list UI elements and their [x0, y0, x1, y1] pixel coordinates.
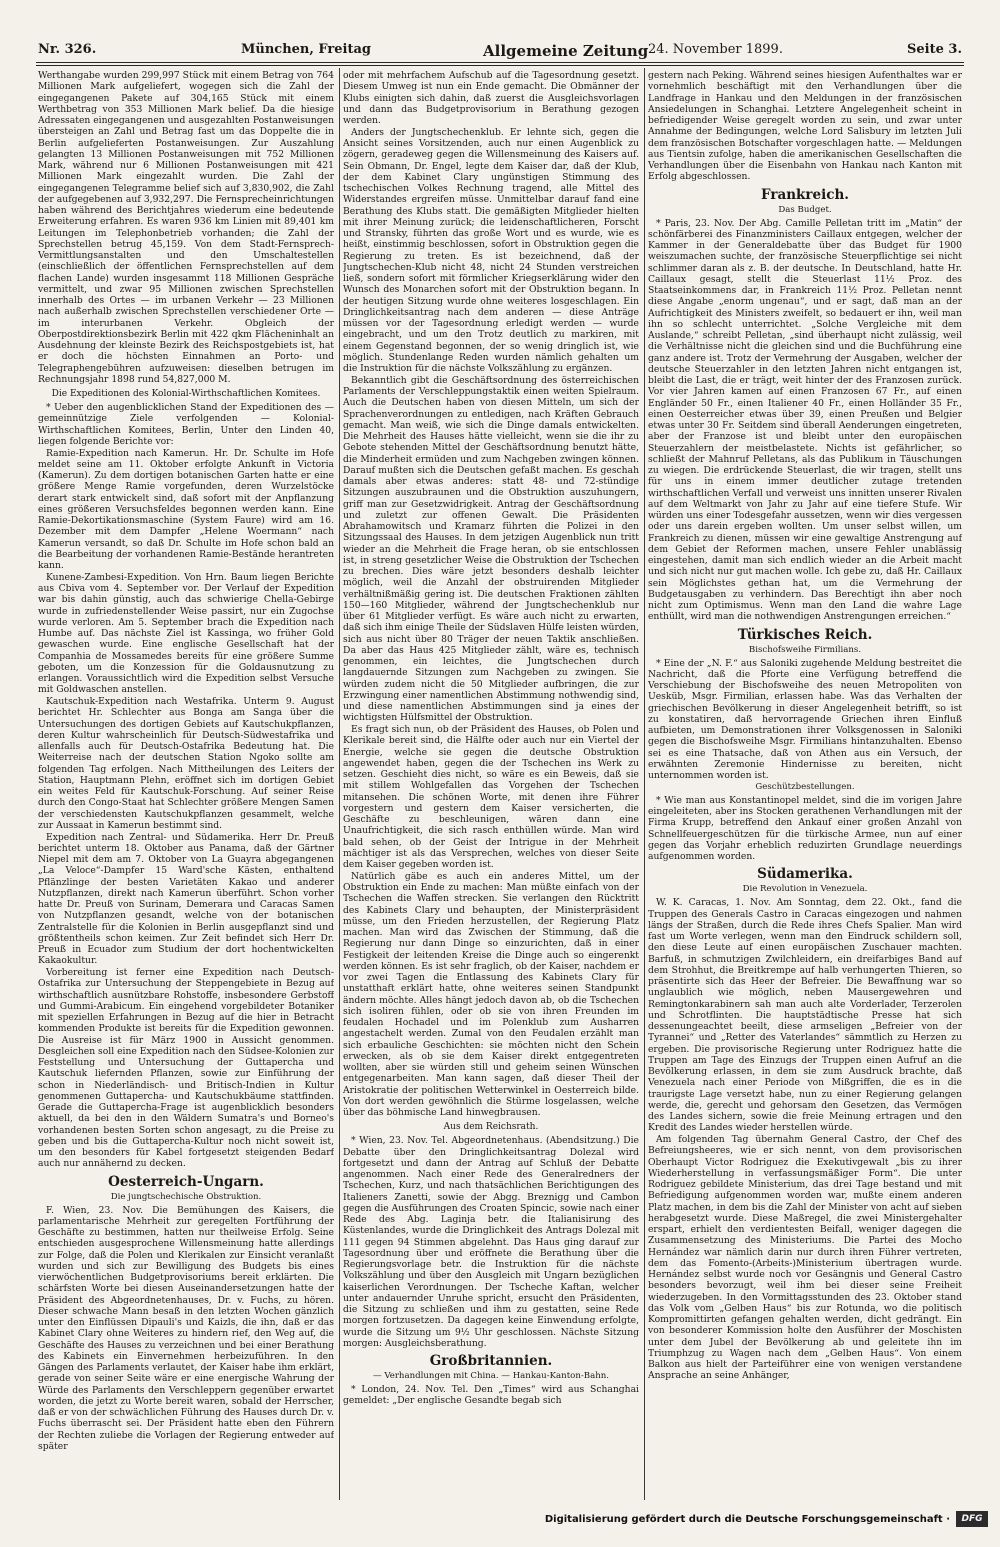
issue-number: Nr. 326.: [38, 42, 97, 57]
column-divider: [339, 68, 340, 1500]
section-heading: Die Expeditionen des Kolonial-Wirthschaftlichen Komitees.: [51, 389, 321, 399]
section-heading: Frankreich.: [761, 186, 849, 203]
section-subheading: Bischofsweihe Firmilians.: [748, 644, 862, 655]
issue-date: 24. November 1899.: [648, 42, 783, 57]
digitization-footer: [0, 1508, 1000, 1532]
paragraph: Am folgenden Tag übernahm General Castro, der Chef des Befreiungsheeres, wie er sich nennt, von dem provisorischen Oberhaupt Victor Rodriguez die Exekutivgewalt „bis zu ihrer Wiederherstellung in verfassungsmäßiger Form“. Die unter Rodriguez gebildete Ministerium, das drei Tage bestand und mit Befriedigung aufgenommen worden war, mußte einem anderen Platz machen, in dem bis die Zahl der Minister von acht auf sieben herabgesetzt wurde. Diese Maßregel, die zwei Ministergehalter erspart, erhielt den verdientesten Beifall, weniger dagegen die Zusammensetzung des Ministeriums. Die Partei des Mocho Hernández war nämlich darin nur durch ihren Führer vertreten, dem das Fomento-(Arbeits-)Ministerium übertragen wurde. Hernández selbst wurde noch vor Gesängnis und General Castro besonders bevorzugt, weil ihm bei dieser seine Freiheit wiederzugeben. In den Vormittagsstunden des 23. Oktober stand das Volk vom „Gelben Haus“ bis zur Rotunda, wo die politisch Kompromittirten gefangen gehalten werden, dicht gedrängt. Ein von besonderer Kommission holte den Ausführer der Moschisten unter dem Jubel der Bevölkerung ab und geleitete ihn im Triumphzug zu Wagen nach dem „Gelben Haus“. Von einem Balkon aus hielt der Parteiführer eine von wenigen verstandene Ansprache an seine Anhänger,: [648, 1134, 962, 1382]
place-and-day: München, Freitag: [241, 42, 372, 57]
section-heading: Türkisches Reich.: [737, 626, 873, 643]
paragraph: W. K. Caracas, 1. Nov. Am Sonntag, dem 22. Okt., fand die Truppen des Generals Castro in Caracas eingezogen und nahmen längs der Straßen, durch die Rede ihres Chefs Spalier. Man wird fast um Worte verlegen, wenn man den Eindruck schildern soll, den diese Leute auf einen europäischen Zuschauer machten. Barfuß, in schmutzigen Zwilchleidern, ein dreifarbiges Band auf dem Strohhut, die Breitkrempe auf halb verhungerten Thieren, so präsentirte sich das Heer der Befreier. Die Bewaffnung war so unglaublich wie möglich, neben Mausergewehren und Remingtonkarabinern sah man auch alte Vorderlader, Terzerolen und Schrotflinten. Die hauptstädtische Presse hat sich dessenungeachtet beeilt, diese armseligen „Befreier von der Tyrannei“ und „Retter des Vaterlandes“ sämmtlich zu Herzen zu ergeben. Die provisorische Regierung unter Rodriguez hatte die Truppen am Tage des Einzugs der Truppen einen Aufruf an die Bevölkerung erlassen, in dem sie zum Ausdruck brachte, daß Venezuela nach einer Periode von Mißgriffen, die es in die traurigste Lage versetzt habe, nun zu einer Regierung gelangen werde, die, gerecht und gehorsam den Gesetzen, das Vermögen des Landes sichern, sowie die freie Meinung ertragen und den Kredit des Landes wieder herstellen würde.: [648, 897, 962, 1134]
paragraph: * London, 24. Nov. Tel. Den „Times“ wird aus Schanghai gemeldet: „Der englische Gesandte begab sich: [343, 1384, 639, 1407]
column-3: [648, 70, 962, 1494]
section-heading: Aus dem Reichsrath.: [443, 1122, 539, 1133]
paragraph: Vorbereitung ist ferner eine Expedition nach Deutsch-Ostafrika zur Untersuchung der Steppengebiete in Bezug auf wirthschaftlich ausnützbare Rohstoffe, insbesondere Gerbstoff und Gummi-Arabicum. Ein eingehend vorgebildeter Botaniker mit speziellen Erfahrungen in Bezug auf die hier in Betracht kommenden Produkte ist bereits für die Expedition gewonnen. Die Ausreise ist für März 1900 in Aussicht genommen. Desgleichen soll eine Expedition nach den Südsee-Kolonien zur Feststellung und Untersuchung der Guttapercha und Kautschuk liefernden Pflanzen, sowie zur Einführung der schon in Niederländisch- und Britisch-Indien in Kultur genommenen Guttapercha- und Kautschukbäume stattfinden. Gerade die Guttapercha-Frage ist augenblicklich besonders aktuell, da bei den in den Wäldern Sumatra's und Borneo's vorhandenen besten Sorten schon angesagt, zu die Preise zu geben und bis die Guttapercha-Kultur noch nicht soweit ist, um den besonders für Kabel fortgesetzt steigenden Bedarf auch nur annähernd zu decken.: [38, 967, 334, 1170]
newspaper-title: Allgemeine Zeitung: [483, 42, 649, 60]
paragraph: Ramie-Expedition nach Kamerun. Hr. Dr. Schulte im Hofe meldet seine am 11. Oktober erfolgte Ankunft in Victoria (Kamerun). Zu dem dortigen botanischen Garten hatte er eine größere Menge Ramie vorgefunden, deren Wurzelstöcke derart stark entwickelt sind, daß sofort mit der Anpflanzung eines größeren Versuchsfeldes begonnen werden kann. Eine Ramie-Dekortikationsmaschine (System Faure) wird am 16. Dezember mit dem Dampfer „Helene Woermann“ nach Kamerun versandt, so daß Dr. Schulte im Hofe schon bald an die Bearbeitung der vorhandenen Ramie-Bestände herantreten kann.: [38, 447, 334, 571]
paragraph: * Wien, 23. Nov. Tel. Abgeordnetenhaus. (Abendsitzung.) Die Debatte über den Dringlichkeitsantrag Dolezal wird fortgesetzt und dann der Antrag auf Schluß der Debatte angenommen. Nach einer Rede des Generalredners der Tschechen, Kurz, und nach thatsächlichen Berichtigungen des Italieners Zanetti, sowie der Abgg. Breznigg und Cambon gegen die Ausführungen des Croaten Spincic, sowie nach einer Rede des Abg. Laginja betr. die Italianisirung des Küstenlandes, wurde die Dringlichkeit des Antrags Dolezal mit 111 gegen 94 Stimmen abgelehnt. Das Haus ging darauf zur Tagesordnung über und eröffnete die Berathung über die Regierungsvorlage betr. die Instruktion für die nächste Volkszählung und über den Ausgleich mit Ungarn bezüglichen kaiserlichen Verordnungen. Der Tscheche Kaftan, welcher unter andauernder Unruhe spricht, ersucht den Präsidenten, die Sitzung zu schließen und ihm zu gestatten, seine Rede morgen fortzusetzen. Da dagegen keine Einwendung erfolgte, wurde die Sitzung um 9½ Uhr geschlossen. Nächste Sitzung morgen: Ausgleichsberathung.: [343, 1135, 639, 1349]
paragraph: Anders der Jungtschechenklub. Er lehnte sich, gegen die Ansicht seines Vorsitzenden, auch nur einen Augenblick zu zögern, geradeweg gegen die Willensmeinung des Kaisers auf. Sein Obmann, Dr. Engel, legte dem Kaiser dar, daß der Klub, der dem Kabinet Clary ungünstigen Stimmung des tschechischen Volkes Rechnung tragend, alle Mittel des Widerstandes ergreifen müsse. Unmittelbar darauf fand eine Berathung des Klubs statt. Die gemäßigten Mitglieder hielten mit ihrer Meinung zurück; die leidenschaftlicheren, Forscht und Stransky, führten das große Wort und es wurde, wie es heißt, einstimmig beschlossen, sofort in Obstruktion gegen die Regierung zu treten. Es ist bezeichnend, daß der Jungtschechen-Klub nicht 48, nicht 24 Stunden verstreichen ließ, sondern sofort mit förmlicher Kriegserklärung wider den Wunsch des Monarchen sofort mit der Obstruktion begann. In der heutigen Sitzung wurde ohne weiteres losgeschlagen. Ein Dringlichkeitsantrag nach dem anderen — diese Anträge müssen vor der Tagesordnung erledigt werden — wurde eingebracht, und um den Trotz deutlich zu markiren, mit einem Gegenstand begonnen, der so wenig dringlich ist, wie möglich. Stundenlange Reden wurden nämlich gehalten um die Instruktion für die nächste Volkszählung zu ergänzen.: [343, 126, 639, 374]
section-heading: Großbritannien.: [429, 1353, 553, 1369]
paragraph: Kautschuk-Expedition nach Westafrika. Unterm 9. August berichtet Hr. Schlechter aus Bonga am Sanga über die Untersuchungen des dortigen Gebiets auf Kautschukpflanzen, deren Kultur wahrscheinlich für Deutsch-Südwestafrika und allenfalls auch für Deutsch-Ostafrika Bedeutung hat. Die Weiterreise nach der deutschen Station Ngoko sollte am folgenden Tag erfolgen. Nach Mittheilungen des Leiters der Station, Hauptmann Plehn, eröffnet sich im dortigen Gebiet ein weites Feld für Kautschuk-Forschung. Auf seiner Reise durch den Congo-Staat hat Schlechter größere Mengen Samen der verschiedensten Kautschukpflanzen gesammelt, welche zur Aussaat in Kamerun bestimmt sind.: [38, 696, 334, 831]
paragraph: * Paris, 23. Nov. Der Abg. Camille Pelletan tritt im „Matin“ der schönfärberei des Finanzministers Caillaux entgegen, welcher der Kammer in der Generaldebatte über das Budget für 1900 weiszumachen suchte, der französische Steuerpflichtige sei nicht schlimmer daran als z. B. der deutsche. In Deutschland, hatte Hr. Caillaux gesagt, stellt die Steuerlast 11½ Proz. des Staatseinkommens dar, in Frankreich 11½ Proz. Pelletan nennt diese Angabe „enorm ungenau“, und er sagt, daß man an der Aufrichtigkeit des Ministers zweifelt, so bedauert er ihn, weil man ihn so schlecht unterrichtet. „Solche Vergleiche mit dem Auslande,“ schreibt Pelletan, „sind überhaupt nicht zulässig, weil die Verhältnisse nicht die gleichen sind und die Buchführung eine ganz andere ist. Trotz der Vermehrung der Ausgaben, welcher der deutsche Steuerzahler in den letzten Jahren nicht entgangen ist, bleibt die Last, die er trägt, weit hinter der des Franzosen zurück. Vor vier Jahren kamen auf einen Franzosen 67 Fr., auf einen Engländer 50 Fr., einen Italiener 40 Fr., einen Holländer 35 Fr., einen Oesterreicher etwas über 39, einen Preußen und Belgier etwas unter 30 Fr. Seitdem sind überall Aenderungen eingetreten, aber der Franzose ist und bleibt unter den europäischen Steuerzahlern der meistbelastete. Nichts ist gefährlicher, so schließt der Mahnruf Pelletans, als das Publikum in Täuschungen zu wiegen. Die erdrückende Steuerlast, die wir tragen, stellt uns für uns in einem immer deutlicher zutage tretenden wirthschaftlichen Verfall und verweist uns innitten unserer Rivalen auf dem Weltmarkt von Jahr zu Jahr auf eine tiefere Stufe. Wir würden uns einer Todesgefahr aussetzen, wenn wir dies vergessen oder uns darein ergeben wollten. Um unser selbst willen, um Frankreich zu dienen, müssen wir eine gewaltige Anstrengung auf dem Gebiet der Reformen machen, unsere Fehler unablässig eingestehen, damit man sich endlich wieder an die Arbeit macht und sich nicht nur gut machen wolle. Ich gebe zu, daß Hr. Caillaux sein Möglichstes gethan hat, um die Vermehrung der Budgetausgaben zu verhindern. Das Berechtigt ihn aber noch nicht zum Optimismus. Wenn man den Land die wahre Lage enthüllt, wird man die nothwendigen Anstrengungen erreichen.“: [648, 217, 962, 623]
paragraph: F. Wien, 23. Nov. Die Bemühungen des Kaisers, die parlamentarische Mehrheit zur geregelten Fortführung der Geschäfte zu bestimmen, hatten nur theilweise Erfolg. Seine entschieden ausgesprochene Willensmeinung hatte allerdings zur Folge, daß die Polen und Klerikalen zur Einsicht veranlaßt wurden und sich zur Bewilligung des Budgets bis eines vierwöchentlichen Budgetprovisoriums bereit erklärten. Die schärfsten Worte bei diesen Auseinandersetzungen hatte der Präsident des Abgeordnetenhauses, Dr. v. Fuchs, zu hören. Dieser schwache Mann besaß in den letzten Wochen gänzlich unter den Einflüssen Dipauli's und Kaizls, die ihn, daß er das Kabinet Clary ohne Weiteres zu hindern rief, den Weg auf, die Geschäfte des Hauses zu verzeichnen und bei einer Berathung des Kabinets ein Einvernehmen herbeizuführen. In den Gängen des Parlaments verlautet, der Kaiser habe ihm erklärt, gerade von seiner Seite wäre er eine energische Wahrung der Würde des Parlaments den Verschleppern gegenüber erwartet worden, die jetzt zu Worte bereit waren, sobald der Herrscher, daß er von der schwächlichen Führung des Hauses durch Dr. v. Fuchs überrascht sei. Der Präsident hatte eben den Führern der Rechten zuliebe die Vorlagen der Regierung entweder auf später: [38, 1204, 334, 1452]
paragraph: gestern nach Peking. Während seines hiesigen Aufenthaltes war er vornehmlich beschäftigt mit den Verhandlungen über die Landfrage in Hankau und den Meldungen in der französischen Ansiedelungen in Schanghai. Letztere Angelegenheit scheint in befriedigender Weise geregelt worden zu sein, und zwar unter Annahme der Bedingungen, welche Lord Salisbury im letzten Juli dem französischen Botschafter vorgeschlagen hatte. — Meldungen aus Tientsin zufolge, haben die amerikanischen Gesellschaften die Verhandlungen über die Eisenbahn von Hankau nach Kanton mit Erfolg abgeschlossen.: [648, 70, 962, 183]
paragraph: Natürlich gäbe es auch ein anderes Mittel, um der Obstruktion ein Ende zu machen: Man müßte einfach von der Tschechen die Waffen strecken. Sie verlangen den Rücktritt des Kabinets Clary und behaupten, der Ministerpräsident müsse, um den Frieden herzustellen, der Regierung Platz machen. Man wird das Zwischen der Stimmung, daß die Regierung nur dann Dinge so einzurichten, daß in einer Festigkeit der leitenden Kreise die Dinge auch so eingerenkt werden können. Es ist sehr fraglich, ob der Kaiser, nachdem er vor zwei Tagen die Entlassung des Kabinets Clary für unstatthaft erklärt hatte, ohne weiteres seinen Standpunkt ändern möchte. Alles hängt jedoch davon ab, ob die Tschechen sich isoliren fühlen, oder ob sie von ihren Freunden im feudalen Hochadel und im Polenklub zum Ausharren angestachelt werden. Zumal von den Feudalen erzählt man sich erbauliche Geschichten: sie möchten nicht den Schein erwecken, als ob sie dem Kaiser direkt entgegentreten wollten, aber sie würden still und geheim seinen Wünschen entgegenarbeiten. Man kann sagen, daß dieser Theil der Aristokratie der politischen Wetterwinkel in Oesterreich bilde. Von dort werden gewöhnlich die Stürme losgelassen, welche über das böhmische Land hinwegbrausen.: [343, 870, 639, 1118]
column-1: [38, 70, 334, 1494]
paragraph: Expedition nach Zentral- und Südamerika. Herr Dr. Preuß berichtet unterm 18. Oktober aus Panama, daß der Gärtner Niepel mit dem am 7. Oktober von La Guayra abgegangenen „La Veloce“-Dampfer 15 Ward'sche Kästen, enthaltend Pflänzlinge der besten Varietäten Kakao und anderer Nutzpflanzen, direkt nach Kamerun überführt. Schon vorher hatte Dr. Preuß von Surinam, Demerara und Caracas Samen von Nutzpflanzen gesandt, welche von der botanischen Zentralstelle für die Kolonien in Berlin ausgepflanzt sind und größtentheils schon keimen. Zur Zeit befindet sich Herr Dr. Preuß in Ecuador zum Studium der dort hochentwickelten Kakaokultur.: [38, 831, 334, 967]
section-heading: Oesterreich-Ungarn.: [108, 1173, 264, 1190]
column-divider: [644, 68, 645, 1500]
dfg-logo-icon: DFG: [956, 1511, 988, 1527]
section-subheading: Das Budget.: [778, 204, 832, 215]
paragraph: Kunene-Zambesi-Expedition. Von Hrn. Baum liegen Berichte aus Cbiva vom 4. September vor. Der Verlauf der Expedition war bis dahin günstig, auch das schwierige Chella-Gebirge wurde in zufriedenstellender Weise passirt, nur ein Zugochse wurde verloren. Am 5. September brach die Expedition nach Humbe auf. Das nächste Ziel ist Kassinga, wo früher Gold gewaschen wurde. Eine englische Gesellschaft hat der Companhia de Mossamedes bereits für eine größere Summe geboten, um die Konzession für die Goldausnutzung zu erlangen. Voraussichtlich wird die Expedition selbst Versuche mit Goldwaschen anstellen.: [38, 571, 334, 696]
masthead: [36, 42, 964, 62]
section-subheading: — Verhandlungen mit China. — Hankau-Kanton-Bahn.: [373, 1371, 609, 1381]
paragraph: * Eine der „N. F.“ aus Saloniki zugehende Meldung bestreitet die Nachricht, daß die Pforte eine Verfügung betreffend die Verschiebung der Bischofsweihe des neuen Metropoliten von Uesküb, Msgr. Firmilian, erlassen habe. Was das Verhalten der griechischen Bevölkerung in dieser Angelegenheit betrifft, so ist zu konstatiren, daß hervorragende Griechen ihren Einfluß aufbieten, um Demonstrationen ihrer Volksgenossen in Saloniki gegen die Bischofsweihe Msgr. Firmilians hintanzuhalten. Ebenso sei es eine Thatsache, daß von Athen aus ein Versuch, der erwähnten Zeremonie Hindernisse zu bereiten, nicht unternommen worden ist.: [648, 657, 962, 781]
section-subheading: Die jungtschechische Obstruktion.: [110, 1191, 262, 1202]
footer-credit: Digitalisierung gefördert durch die Deutsche Forschungsgemeinschaft ·: [544, 1514, 950, 1525]
section-heading: Südamerika.: [757, 866, 853, 883]
page-number: Seite 3.: [907, 42, 962, 57]
paragraph: oder mit mehrfachem Aufschub auf die Tagesordnung gesetzt. Diesem Umweg ist nun ein Ende gemacht. Die Obmänner der Klubs einigten sich dahin, daß zuerst die Ausgleichsvorlagen und dann das Budgetprovisorium in Berathung gezogen werden.: [343, 70, 639, 126]
section-subheading: Die Revolution in Venezuela.: [742, 884, 868, 895]
masthead-rule-thin: [36, 65, 964, 66]
column-2: [343, 70, 639, 1494]
paragraph: Werthangabe wurden 299,997 Stück mit einem Betrag von 764 Millionen Mark aufgeliefert, wogegen sich die Zahl der eingegangenen Pakete auf 304,165 Stück mit einem Werthbetrag von 353 Millionen Mark belief. Da die hiesige Adressaten eingegangenen und ausgezahlten Postanweisungen übersteigen an Zahl und Betrag fast um das Doppelte die in Berlin aufgelieferten Postanweisungen. Zur Auszahlung gelangten 13 Millionen Postanweisungen mit 752 Millionen Mark, während nur 6 Millionen Postanweisungen mit 421 Millionen Mark eingezahlt wurden. Die Zahl der eingegangenen Telegramme belief sich auf 3,830,902, die Zahl der aufgegebenen auf 3,932,297. Die Fernsprecheinrichtungen haben während des Berichtjahres wiederum eine bedeutende Erweiterung erfahren. Es waren 936 km Linien mit 89,401 km Leitungen im Telephonbetrieb vorhanden; die Zahl der Sprechstellen betrug 45,159. Von dem Stadt-Fernsprech-Vermittlungsanstalten und den Umschaltestellen (einschließlich der öffentlichen Fernsprechstellen auf dem flachen Lande) wurden insgesammt 118 Millionen Gespräche vermittelt, und zwar 95 Millionen zwischen Sprechstellen innerhalb des Ortes — im urbanen Verkehr — 23 Millionen nach außerhalb zwischen Sprechstellen verschiedener Orte — im interurbanen Verkehr. Obgleich der Oberpostdirektionsbezirk Berlin mit 422 qkm Flächeninhalt an Ausdehnung der kleinste Bezirk des Reichspostgebiets ist, hat er doch die höchsten Einnahmen an Porto- und Telegraphengebühren aufzuweisen: dieselben betrugen im Rechnungsjahr 1898 rund 54,827,000 M.: [38, 70, 334, 385]
section-subheading: Geschützbestellungen.: [755, 781, 855, 792]
paragraph: * Wie man aus Konstantinopel meldet, sind die im vorigen Jahre eingeleiteten, aber ins Stocken gerathenen Verhandlungen mit der Firma Krupp, betreffend den Ankauf einer großen Anzahl von Schnellfeuergeschützen für die türkische Armee, nun auf einer gegen das Vorjahr erheblich reduzirten Grundlage neuerdings aufgenommen worden.: [648, 794, 962, 862]
masthead-rule: [36, 62, 964, 63]
paragraph: Bekanntlich gibt die Geschäftsordnung des österreichischen Parlaments der Verschleppungstaktik einen weiten Spielraum. Auch die Deutschen haben von diesen Mitteln, um sich der Sprachenverordnungen zu entledigen, nach Kräften Gebrauch gemacht. Man weiß, wie sich die Dinge damals entwickelten. Die Mehrheit des Hauses hätte vielleicht, wenn sie die ihr zu Gebote stehenden Mittel der Geschäftsordnung benutzt hätte, die Minderheit ermüden und zum Nachgeben zwingen können. Darauf mußten sich die Deutschen gefaßt machen. Es geschah damals aber etwas anderes: statt 48- und 72-stündige Sitzungen auszubraunen und die Obstruktion auszuhungern, griff man zur Gesetzwidrigkeit. Antrag der Geschäftsordnung und zuletzt zur offenen Gewalt. Die Präsidenten Abrahamowitsch und Kramarz führten die Polizei in den Sitzungssaal des Hauses. In dem jetzigen Augenblick nun tritt wieder an die Mehrheit die Frage heran, ob sie entschlossen ist, in streng gesetzlicher Weise die Obstruktion der Tschechen zu brechen. Dies wäre jetzt besonders deshalb leichter möglich, weil die Anzahl der obstruirenden Mitglieder verhältnißmäßig gering ist. Die deutschen Fraktionen zählten 150—160 Mitglieder, während der Jungtschechenklub nur über 61 Mitglieder verfügt. Es wäre auch nicht zu erwarten, daß sich ihm einige Theile der Südslaven Hülfe leisten würden, sich aus nicht über 80 Träger der neuen Taktik anschließen. Da aber das Haus 425 Mitglieder zählt, wäre es, technisch genommen, ein leichtes, die Jungtschechen durch langdauernde Sitzungen zum Nachgeben zu zwingen. Sie würden zudem nicht die 50 Mitglieder aufbringen, die zur Erzwingung einer namentlichen Abstimmung nothwendig sind, und diese namentlichen Abstimmungen sind ja eines der wichtigsten Hülfsmittel der Obstruktion.: [343, 374, 639, 724]
paragraph: Es fragt sich nun, ob der Präsident des Hauses, ob Polen und Klerikale bereit sind, die Hälfte oder auch nur ein Viertel der Energie, welche sie gegen die deutsche Obstruktion angewendet haben, gegen die der Tschechen ins Werk zu setzen. Geschieht dies nicht, so wäre es ein Beweis, daß sie mit stillem Wohlgefallen das Vorgehen der Tschechen mitansehen. Die schönen Worte, mit denen ihre Führer vorgestern und gestern dem Kaiser versicherten, die Geschäfte zu beschleunigen, wären dann eine Unaufrichtigkeit, die sich rasch enthüllen würde. Man wird bald sehen, ob der Geist der Intrigue in der Mehrheit mächtiger ist als das Versprechen, welches von dieser Seite dem Kaiser gegeben worden ist.: [343, 724, 639, 870]
paragraph: * Ueber den augenblicklichen Stand der Expeditionen des — gemeinnützige Ziele verfolgenden — Kolonial-Wirthschaftlichen Komitees, Berlin, Unter den Linden 40, liegen folgende Berichte vor:: [38, 402, 334, 447]
